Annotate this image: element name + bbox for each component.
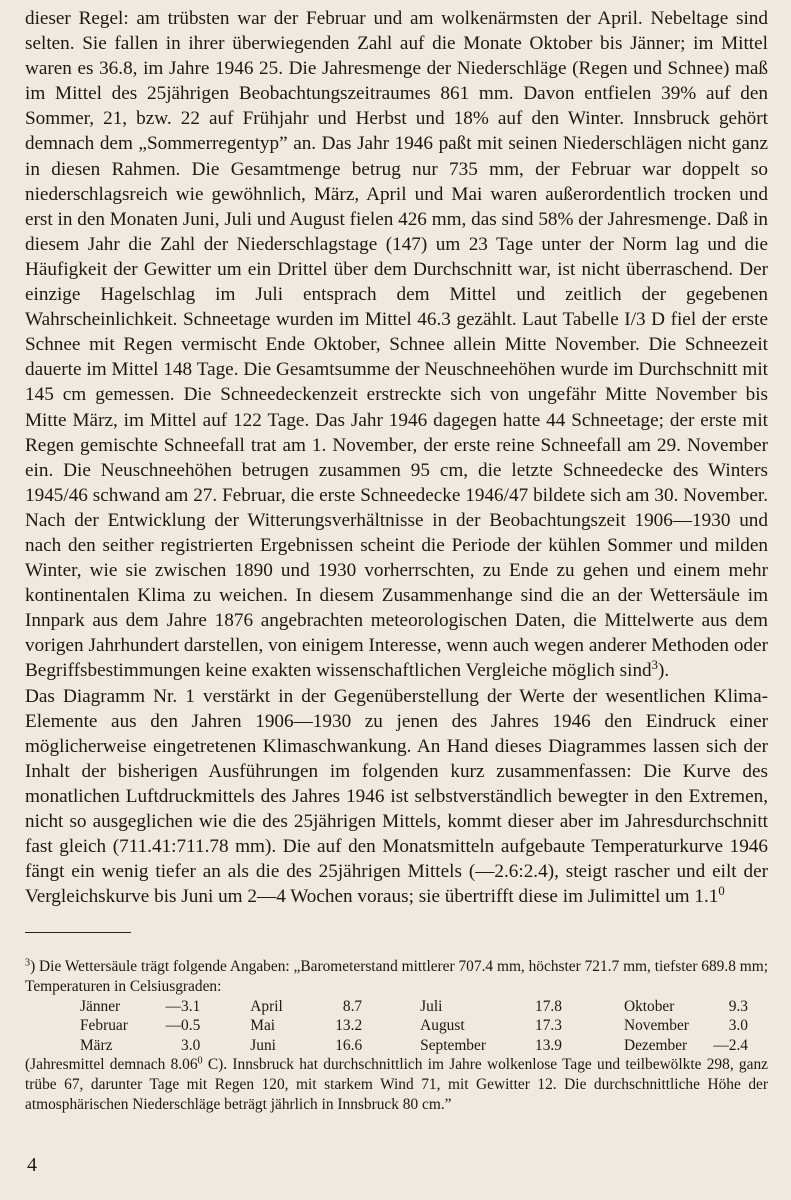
month-label: Juni [250,1036,276,1054]
degree-mark: 0 [197,1055,203,1067]
body-paragraph: dieser Regel: am trübsten war der Februar und am wolkenärmsten der April. Nebeltage sind selten. Sie fallen in ihrer überwiegenden Zahl auf die Monate Oktober bis Jänner; im Mittel waren es 36.8, im Jahre 1946 25. Die Jahresmenge der Niederschläge (Regen und Schnee) maß im Mittel des 25jährigen Beobachtungszeitraumes 861 mm. Davon entfielen 39% auf den Sommer, 21, bzw. 22 auf Frühjahr und Herbst und 18% auf den Winter. Innsbruck gehört demnach dem „Sommerregentyp” an. Das Jahr 1946 paßt mit seinen Niederschlägen nicht ganz in diesen Rahmen. Die Gesamtmenge betrug nur 735 mm, der Februar war doppelt so niederschlagsreich wie gewöhnlich, März, April und Mai waren außerordentlich trocken und erst in den Monaten Juni, Juli und August fielen 426 mm, das sind 58% der Jahresmenge. Daß in diesem Jahr die Zahl der Niederschlagstage (147) um 23 Tage unter der Norm lag und die Häufigkeit der Gewitter um ein Drittel über dem Durchschnitt war, ist nicht überraschend. Der einzige Hagelschlag im Juli entsprach dem Mittel und zeitlich der gegebenen Wahrscheinlichkeit. Schneetage wurden im Mittel 46.3 gezählt. Laut Tabelle I/3 D fiel der erste Schnee mit Regen vermischt Ende Oktober, Schnee allein Mitte November. Die Schneezeit dauerte im Mittel 148 Tage. Die Gesamtsumme der Neuschneehöhen wurde im Durchschnitt mit 145 cm gemessen. Die Schneedeckenzeit erstreckte sich von ungefähr Mitte November bis Mitte März, im Mittel auf 122 Tage. Das Jahr 1946 dagegen hatte 44 Schneetage; der erste mit Regen gemischte Schneefall trat am 1. November, der erste reine Schneefall am 29. November ein. Die Neuschneehöhen betrugen zusammen 95 cm, die letzte Schneedecke des Winters 1945/46 schwand am 27. Februar, die erste Schneedecke 1946/47 bildete sich am 30. November. Nach der Entwicklung der Witterungsverhältnisse in der Beobachtungszeit 1906—1930 und nach den seither registrierten Ergebnissen scheint die Periode der kühlen Sommer und milden Winter, wie sie zwischen 1890 und 1930 vorherrschten, zu Ende zu gehen und einem mehr kontinentalen Klima zu weichen. In diesem Zusammenhange sind die an der Wettersäule im Innpark aus dem Jahre 1876 angebrachten meteorologischen Daten, die Mittelwerte aus dem vorigen Jahrhundert darstellen, von einigem Interesse, wenn auch wegen anderer Methoden oder Begriffsbestimmungen keine exakten wissenschaftlichen Vergleiche möglich sind$^3$). [25,8,768,682]
footnote-intro: $^3$) Die Wettersäule trägt folgende Angaben: „Barometerstand mittlerer 707.4 mm, höchster 721.7 mm, tiefster 689.8 mm; Temperaturen in Celsiusgraden: [25,957,768,995]
temperature-value: 3.0 [181,1036,201,1054]
month-label: Mai [250,1017,276,1035]
month-label: Jänner [80,997,121,1015]
month-label: April [250,997,283,1015]
month-label: Februar [80,1017,128,1035]
temperature-table [80,997,768,1056]
month-label: November [623,1017,689,1035]
temperature-value: 13.2 [335,1017,363,1035]
month-label: September [420,1036,486,1054]
footnote-ref[interactable]: 3 [651,658,658,673]
degree-mark: 0 [718,884,725,899]
temperature-value: 9.3 [728,997,748,1015]
temperature-value: 16.6 [335,1036,363,1054]
temperature-value: —2.4 [713,1036,748,1054]
month-label: März [80,1036,113,1054]
month-label: Juli [420,997,443,1015]
footnote-divider [25,932,131,933]
temperature-value: —3.1 [165,997,201,1015]
temperature-value: 8.7 [342,997,363,1015]
footnote-outro: (Jahresmittel demnach 8.06$^0$ C). Innsbruck hat durchschnittlich im Jahre wolkenlose Tage und teilbewölkte 298, ganz trübe 67, darunter Tage mit Regen 120, mit starkem Wind 71, mit Gewitter 12. Die durchschnittliche Höhe der atmosphärischen Niederschläge beträgt jährlich in Innsbruck 80 cm.” [25,1055,768,1113]
month-label: Dezember [623,1036,688,1054]
temperature-value: 17.8 [535,997,562,1015]
month-label: August [420,1017,465,1035]
footnote-marker: 3 [25,957,31,969]
page-number: 4 [27,1154,37,1176]
temperature-value: 17.3 [535,1017,562,1035]
temperature-value: 3.0 [728,1017,748,1035]
temperature-value: 13.9 [535,1036,562,1054]
month-label: Oktober [623,997,675,1015]
body-paragraph: Das Diagramm Nr. 1 verstärkt in der Gegenüberstellung der Werte der wesentlichen Klima-Elemente aus den Jahren 1906—1930 zu jenen des Jahres 1946 den Eindruck einer möglicherweise eingetretenen Klimaschwankung. An Hand dieses Diagrammes lassen sich der Inhalt der bisherigen Ausführungen im folgenden kurz zusammenfassen: Die Kurve des monatlichen Luftdruckmittels des Jahres 1946 ist selbstverständlich bewegter in den Extremen, nicht so ausgeglichen wie die des 25jährigen Mittels, kommt dieser aber im Jahresdurchschnitt fast gleich (711.41:711.78 mm). Die auf den Monatsmitteln aufgebaute Temperaturkurve 1946 fängt ein wenig tiefer an als die des 25jährigen Mittels (—2.6:2.4), steigt rascher und eilt der Vergleichskurve bis Juni um 2—4 Wochen voraus; sie übertrifft diese im Julimittel um $1.1^0$ [25,685,768,908]
table-row [80,997,768,1017]
table-row [80,1036,768,1056]
table-row [80,1016,768,1036]
temperature-value: —0.5 [165,1017,201,1035]
page-content [25,6,768,1114]
